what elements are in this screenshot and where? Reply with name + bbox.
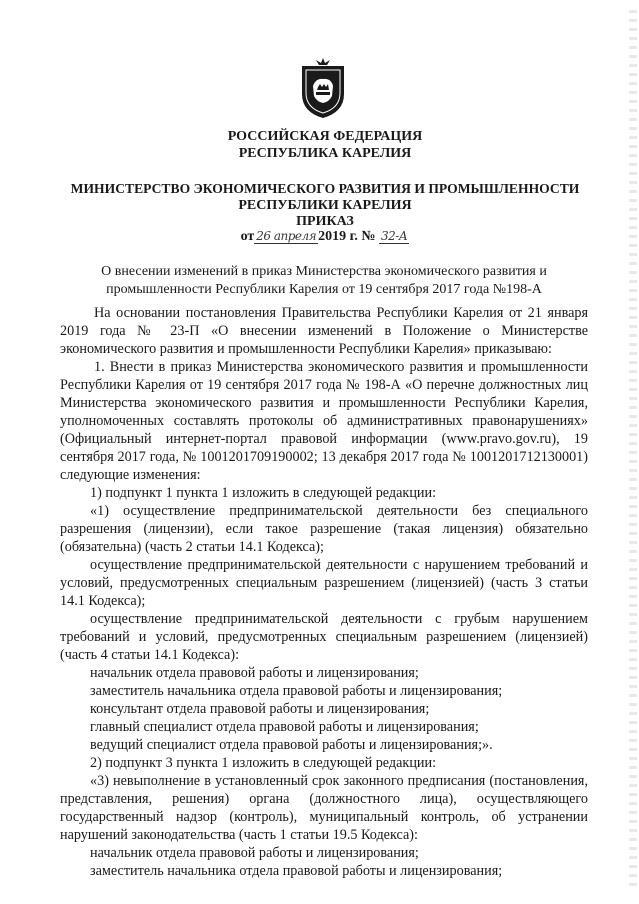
republic-title: РЕСПУБЛИКА КАРЕЛИЯ [238,146,412,161]
list-item: начальник отдела правовой работы и лицензирования; [90,845,419,861]
list-item: заместитель начальника отдела правовой работы и лицензирования; [90,683,503,699]
handwritten-date: 26 апреля [256,229,317,243]
federation-title: РОССИЙСКАЯ ФЕДЕРАЦИЯ [227,129,423,144]
paragraph: осуществление предпринимательской деятельности с грубым нарушением требований и условий, предусмотренных специальным разрешением (лицензией) (часть 4 статьи 14.1 Кодекса): [60,611,588,663]
date-prefix: от [240,229,255,244]
ministry-title-line1: МИНИСТЕРСТВО ЭКОНОМИЧЕСКОГО РАЗВИТИЯ И ПРОМЫШЛЕННОСТИ [70,181,580,196]
year-text: 2019 г. № [318,229,376,244]
paragraph: На основании постановления Правительства Республики Карелия от 21 января 2019 года № 23-П «О внесении изменений в Положение о Министерстве экономического развития и промышленности Республики Карелия» приказываю: [60,305,588,357]
list-item: начальник отдела правовой работы и лицензирования; [90,665,419,681]
paragraph: осуществление предпринимательской деятельности с нарушением требований и условий, предусмотренных специальным разрешением (лицензией) (часть 3 статьи 14.1 Кодекса); [60,557,588,609]
handwritten-number: 32-А [380,229,408,243]
karelia-emblem-icon [296,56,350,120]
list-item: консультант отдела правовой работы и лицензирования; [90,701,430,717]
document-body [60,304,588,880]
date-line [60,229,590,245]
paragraph: 2) подпункт 3 пункта 1 изложить в следующей редакции: [90,755,437,771]
list-item: ведущий специалист отдела правовой работы и лицензирования;». [90,737,493,753]
scan-edge-artifact [629,10,637,890]
paragraph: 1) подпункт 1 пункта 1 изложить в следующей редакции: [90,485,437,501]
paragraph: «1) осуществление предпринимательской деятельности без специального разрешения (лицензии), если такое разрешение (такая лицензия) обязательно (обязательна) (часть 2 статьи 14.1 Кодекса); [60,503,588,555]
list-item: главный специалист отдела правовой работы и лицензирования; [90,719,479,735]
document-type: ПРИКАЗ [296,214,354,229]
paragraph: «3) невыполнение в установленный срок законного предписания (постановления, представления, решения) органа (должностного лица), осуществляющего государственный надзор (контроль), муниципальный контроль, об устранении нарушений законодательства (часть 1 статьи 19.5 Кодекса): [60,773,588,843]
document-subject: О внесении изменений в приказ Министерства экономического развития и промышленности Республики Карелия от 19 сентября 2017 года №198-А [101,264,547,297]
ministry-title-line2: РЕСПУБЛИКИ КАРЕЛИЯ [238,198,412,213]
paragraph: 1. Внести в приказ Министерства экономического развития и промышленности Республики Карелия от 19 сентября 2017 года № 198-А «О перечне должностных лиц Министерства экономического развития и промышленности Республики Карелия, уполномоченных составлять протоколы об административных правонарушениях» (Официальный интернет-портал правовой информации (www.pravo.gov.ru), 19 сентября 2017 года, № 1001201709190002; 13 декабря 2017 года № 1001201712130001) следующие изменения: [60,359,588,483]
list-item: заместитель начальника отдела правовой работы и лицензирования; [90,863,503,879]
